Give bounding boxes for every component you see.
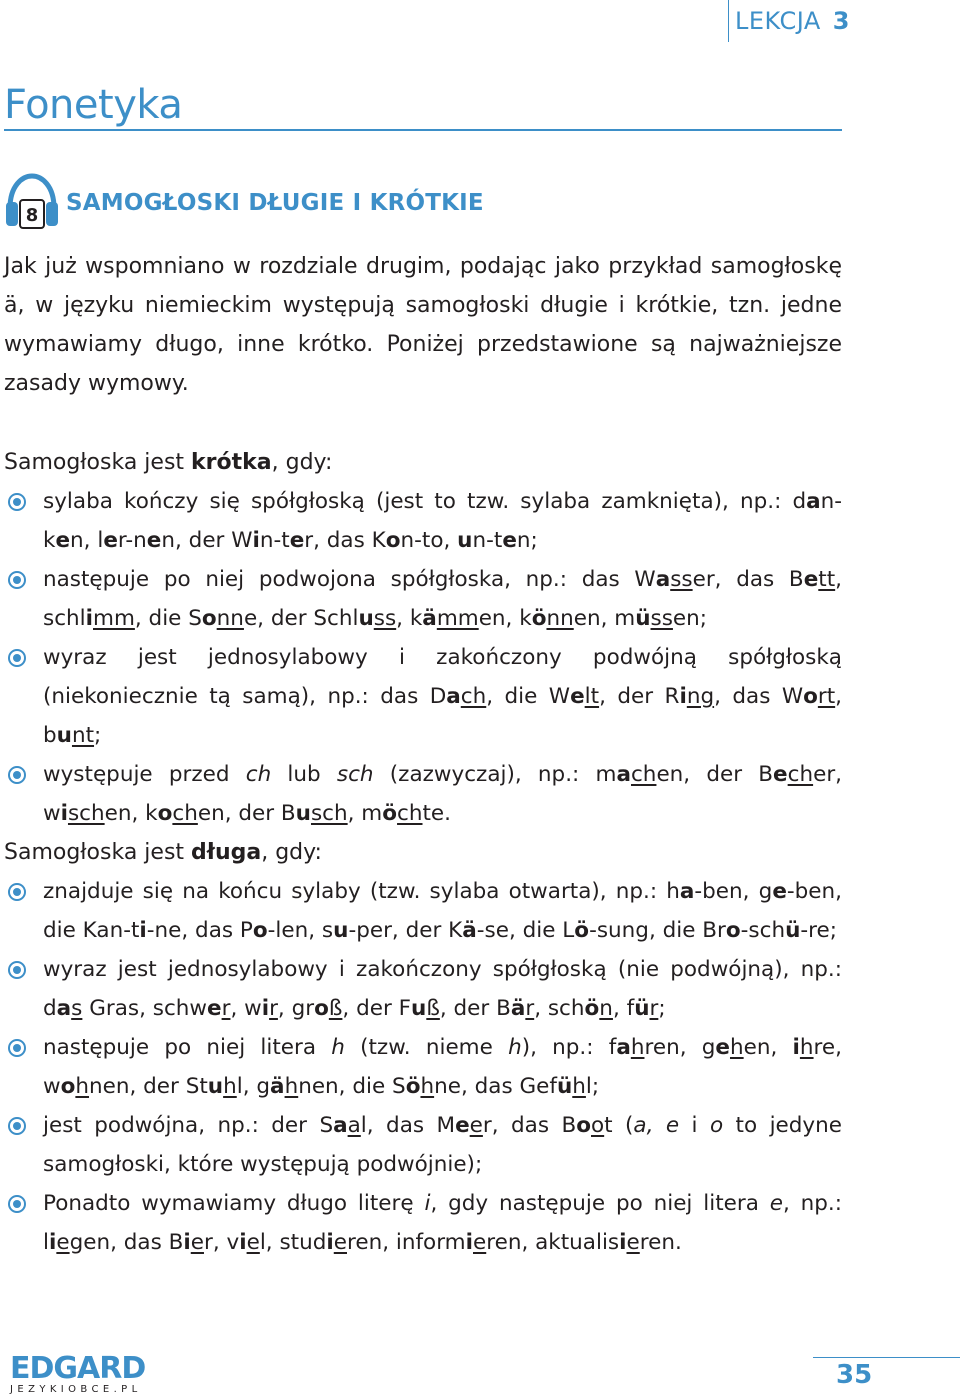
rule-ie: Ponadto wymawiamy długo literę i, gdy następuje po niej litera e, np.: liegen, das Bier, viel, studieren, informieren, aktualisieren. xyxy=(0,1184,842,1262)
short-vowel-rules xyxy=(0,482,842,833)
track-number: 8 xyxy=(25,205,39,226)
title-divider xyxy=(4,129,842,131)
section-title: SAMOGŁOSKI DŁUGIE I KRÓTKIE xyxy=(66,190,484,216)
lesson-header xyxy=(728,0,960,42)
lead-suffix: , gdy: xyxy=(261,840,322,865)
long-vowel-rules xyxy=(0,872,842,1262)
rule-closed-syllable: sylaba kończy się spółgłoską (jest to tzw. sylaba zamknięta), np.: dan-ken, ler-nen, der Win-ter, das Kon-to, un-ten; xyxy=(0,482,842,560)
bullet-icon xyxy=(8,649,26,667)
bullet-icon xyxy=(8,493,26,511)
footer-divider xyxy=(813,1357,960,1358)
bullet-icon xyxy=(8,1039,26,1057)
intro-paragraph: Jak już wspomniano w rozdziale drugim, podając jako przykład samogłoskę ä, w języku niemieckim występują samogłoski długie i krótkie, tzn. jedne wymawiamy długo, inne krótko. Poniżej przedstawione są najważniejsze zasady wymowy. xyxy=(4,254,842,396)
logo-text: EDGARD xyxy=(10,1351,146,1386)
rule-single-consonant: wyraz jest jednosylabowy i zakończony spółgłoską (nie podwójną), np.: das Gras, schwer, wir, groß, der Fuß, der Bär, schön, für; xyxy=(0,950,842,1028)
lead-suffix: , gdy: xyxy=(271,450,333,475)
rule-double-consonant: następuje po niej podwojona spółgłoska, np.: das Wasser, das Bett, schlimm, die Sonne, der Schluss, kämmen, können, müssen; xyxy=(0,560,842,638)
bullet-icon xyxy=(8,571,26,589)
lead-bold: krótka xyxy=(191,450,272,475)
logo-subtext: JEZYKIOBCE.PL xyxy=(10,1384,142,1395)
rule-letter-h: następuje po niej litera h (tzw. nieme h), np.: fahren, gehen, ihre, wohnen, der Stuhl, gähnen, die Söhne, das Gefühl; xyxy=(0,1028,842,1106)
rule-ch-sch: występuje przed ch lub sch (zazwyczaj), np.: machen, der Becher, wischen, kochen, der Busch, möchte. xyxy=(0,755,842,833)
bullet-icon xyxy=(8,1195,26,1213)
lead-text: Samogłoska jest xyxy=(4,450,192,475)
lead-text: Samogłoska jest xyxy=(4,840,192,865)
bullet-icon xyxy=(8,766,26,784)
section-heading xyxy=(4,168,484,238)
lesson-number: 3 xyxy=(832,7,850,35)
bullet-icon xyxy=(8,1117,26,1135)
lesson-label: LEKCJA xyxy=(735,7,821,35)
lead-bold: długa xyxy=(191,840,262,865)
short-vowel-lead xyxy=(4,443,332,482)
rule-open-syllable: znajduje się na końcu sylaby (tzw. sylaba otwarta), np.: ha-ben, ge-ben, die Kan-ti-ne, das Po-len, su-per, der Kä-se, die Lö-sung, die Bro-schü-re; xyxy=(0,872,842,950)
page-number: 35 xyxy=(836,1360,873,1390)
bullet-icon xyxy=(8,961,26,979)
page-title: Fonetyka xyxy=(4,82,183,128)
long-vowel-lead xyxy=(4,833,322,872)
bullet-icon xyxy=(8,883,26,901)
edgard-logo xyxy=(10,1351,146,1396)
rule-monosyllabic: wyraz jest jednosylabowy i zakończony podwójną spółgłoską (niekoniecznie tą samą), np.: das Dach, die Welt, der Ring, das Wort, bunt; xyxy=(0,638,842,755)
rule-double-vowel: jest podwójna, np.: der Saal, das Meer, das Boot (a, e i o to jedyne samogłoski, które występują podwójnie); xyxy=(0,1106,842,1184)
headphones-icon[interactable] xyxy=(4,172,60,234)
